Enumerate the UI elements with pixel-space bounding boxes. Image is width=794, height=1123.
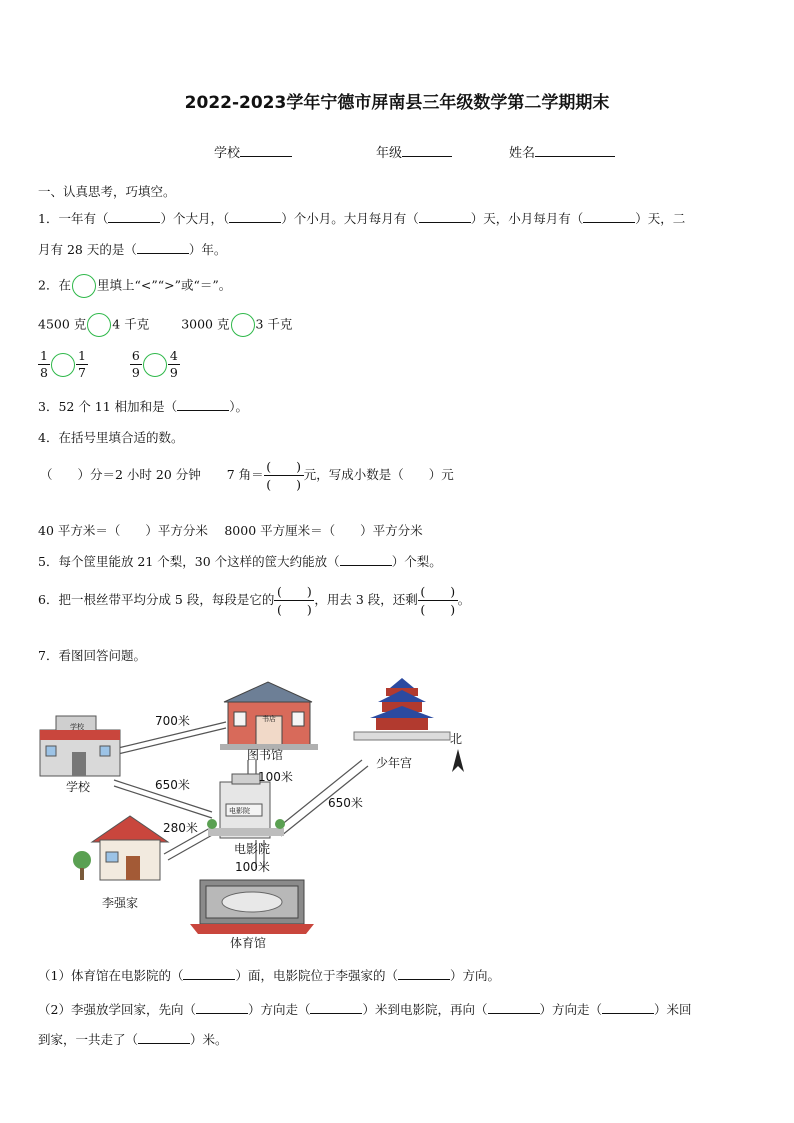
q7-p2-text-f: 到家，一共走了（ <box>38 1032 139 1047</box>
q1-text-c: ）个小月。大月每月有（ <box>281 211 419 226</box>
q7-p2-text-d: ）方向走（ <box>539 1002 603 1017</box>
q7-p1-text-c: ）方向。 <box>449 968 500 983</box>
compare-circle-icon <box>72 274 96 298</box>
fraction-4 <box>168 348 180 381</box>
grade-label: 年级 <box>376 146 403 161</box>
q2-text-b: 里填上“<”“>”或“＝”。 <box>96 277 232 293</box>
distance-palace-cinema: 650米 <box>328 796 363 810</box>
q7-p1-blank-1[interactable] <box>183 967 235 980</box>
q5-text-b: ）个梨。 <box>391 554 442 569</box>
q2-text-a: 2．在 <box>38 277 71 293</box>
q1-text-e: ）天，二 <box>635 211 686 226</box>
distance-library-cinema: 100米 <box>258 770 293 784</box>
q7-p2-blank-2[interactable] <box>310 1001 362 1014</box>
label-gymnasium: 体育馆 <box>230 936 267 950</box>
q1-blank-2[interactable] <box>229 210 281 223</box>
compare-circle-1[interactable] <box>87 313 111 337</box>
q4-yuan-text: 元，写成小数是（ ）元 <box>303 467 454 482</box>
q7-p2-text-a: （2）李强放学回家，先向（ <box>38 1002 196 1017</box>
q3-text-b: ）。 <box>229 399 248 414</box>
fraction-2-numerator: 1 <box>77 348 86 363</box>
fraction-4-numerator: 4 <box>169 348 178 363</box>
fraction-4-denominator: 9 <box>169 365 178 380</box>
school-field <box>214 142 292 161</box>
question-4-row-2: 40 平方米＝（ ）平方分米 8000 平方厘米＝（ ）平方分米 <box>38 523 423 538</box>
question-7-part-1 <box>38 966 500 984</box>
label-cinema: 电影院 <box>234 842 271 856</box>
compare-circle-2[interactable] <box>231 313 255 337</box>
label-north: 北 <box>450 732 463 746</box>
fraction-1-denominator: 8 <box>40 365 48 380</box>
q5-text-a: 5．每个筐里能放 21 个梨，30 个这样的筐大约能放（ <box>38 554 340 569</box>
youth-palace-temple-icon <box>354 678 450 740</box>
q1-blank-1[interactable] <box>108 210 160 223</box>
q5-blank[interactable] <box>340 553 392 566</box>
q1-text-b: ）个大月，（ <box>160 211 230 226</box>
question-7-part-2-line-2 <box>38 1030 228 1048</box>
q1-text-f: 月有 28 天的是（ <box>38 242 137 257</box>
q3-blank[interactable] <box>177 398 229 411</box>
question-2-row-1 <box>38 313 292 337</box>
q7-p2-blank-3[interactable] <box>488 1001 540 1014</box>
q7-p2-blank-1[interactable] <box>196 1001 248 1014</box>
fraction-3 <box>130 348 142 381</box>
cinema-sign-text: 电影院 <box>229 807 250 815</box>
q7-p2-text-c: ）米到电影院，再向（ <box>362 1002 488 1017</box>
q6-text-c: 。 <box>457 592 471 607</box>
question-5 <box>38 552 442 570</box>
q1-blank-5[interactable] <box>137 241 189 254</box>
q7-p2-text-b: ）方向走（ <box>247 1002 311 1017</box>
question-7-title: 7．看图回答问题。 <box>38 648 146 663</box>
house-icon <box>73 816 168 880</box>
q7-p1-text-a: （1）体育馆在电影院的（ <box>38 968 184 983</box>
school-blank[interactable] <box>240 144 292 157</box>
q1-text-a: 1．一年有（ <box>38 211 109 226</box>
q2-item-2-left: 3000 克 <box>181 316 230 332</box>
fraction-1 <box>38 348 50 381</box>
distance-cinema-gym: 100米 <box>235 860 270 874</box>
fraction-2-denominator: 7 <box>77 365 86 380</box>
distance-home-cinema: 280米 <box>163 821 198 835</box>
q7-p2-text-g: ）米。 <box>190 1032 228 1047</box>
q7-p2-text-e: ）米回 <box>654 1002 692 1017</box>
fraction-3-denominator: 9 <box>131 365 140 380</box>
label-youth-palace: 少年宫 <box>376 756 413 770</box>
q6-fraction-1[interactable] <box>274 583 314 618</box>
school-label: 学校 <box>214 146 241 161</box>
map-figure <box>30 672 500 957</box>
question-2 <box>38 274 231 298</box>
q4-fraction-denominator: ( ) <box>266 477 302 492</box>
fraction-2 <box>76 348 88 381</box>
fraction-1-numerator: 1 <box>40 348 48 363</box>
name-label: 姓名 <box>509 146 536 161</box>
compare-circle-3[interactable] <box>51 353 75 377</box>
q4-fraction[interactable] <box>264 458 304 493</box>
q7-p2-blank-4[interactable] <box>602 1001 654 1014</box>
compare-circle-4[interactable] <box>143 353 167 377</box>
q4-fraction-numerator: ( ) <box>264 458 304 476</box>
school-sign-text: 学校 <box>70 723 84 731</box>
question-1-line-2 <box>38 240 226 258</box>
question-6 <box>38 583 470 618</box>
q6-fraction-1-numerator: ( ) <box>274 583 314 601</box>
q2-item-1-right: 4 千克 <box>112 316 150 332</box>
label-library: 图书馆 <box>247 748 284 762</box>
q4-time-blank-text[interactable]: （ ）分＝2 小时 20 分钟 <box>40 467 201 482</box>
question-2-row-2 <box>38 348 180 381</box>
question-7-part-2 <box>38 1000 692 1018</box>
q7-p1-blank-2[interactable] <box>398 967 450 980</box>
q1-blank-4[interactable] <box>583 210 635 223</box>
q6-fraction-2-numerator: ( ) <box>418 583 458 601</box>
q7-p1-text-b: ）面，电影院位于李强家的（ <box>235 968 398 983</box>
q3-text-a: 3．52 个 11 相加和是（ <box>38 399 178 414</box>
q2-item-1-left: 4500 克 <box>38 316 87 332</box>
section-heading: 一、认真思考，巧填空。 <box>38 184 176 199</box>
q6-fraction-2-denominator: ( ) <box>420 602 456 617</box>
q1-text-d: ）天，小月每月有（ <box>470 211 584 226</box>
question-1-line-1 <box>38 209 685 227</box>
question-4-title: 4．在括号里填合适的数。 <box>38 430 184 445</box>
q6-text-a: 6．把一根丝带平均分成 5 段，每段是它的 <box>38 592 275 607</box>
q4-jiao-text: 7 角＝ <box>226 467 264 482</box>
name-field <box>509 142 615 161</box>
question-4-row-1 <box>40 458 454 493</box>
q6-fraction-1-denominator: ( ) <box>276 602 312 617</box>
label-li-qiang-home: 李强家 <box>102 896 139 910</box>
grade-field <box>376 142 452 161</box>
name-blank[interactable] <box>535 144 615 157</box>
label-school: 学校 <box>66 780 91 794</box>
q1-blank-3[interactable] <box>419 210 471 223</box>
q1-text-g: ）年。 <box>188 242 227 257</box>
north-arrow-icon <box>452 749 464 772</box>
q6-fraction-2[interactable] <box>418 583 458 618</box>
question-3 <box>38 397 248 415</box>
library-sign-text: 书店 <box>262 715 276 723</box>
q6-text-b: ，用去 3 段，还剩 <box>314 592 418 607</box>
distance-school-cinema: 650米 <box>155 778 190 792</box>
distance-school-library: 700米 <box>155 714 190 728</box>
gymnasium-icon <box>190 880 314 934</box>
grade-blank[interactable] <box>402 144 452 157</box>
q7-p2-blank-5[interactable] <box>138 1031 190 1044</box>
page-title: 2022-2023学年宁德市屏南县三年级数学第二学期期末 <box>184 93 610 113</box>
q2-item-2-right: 3 千克 <box>255 316 293 332</box>
fraction-3-numerator: 6 <box>131 348 140 363</box>
